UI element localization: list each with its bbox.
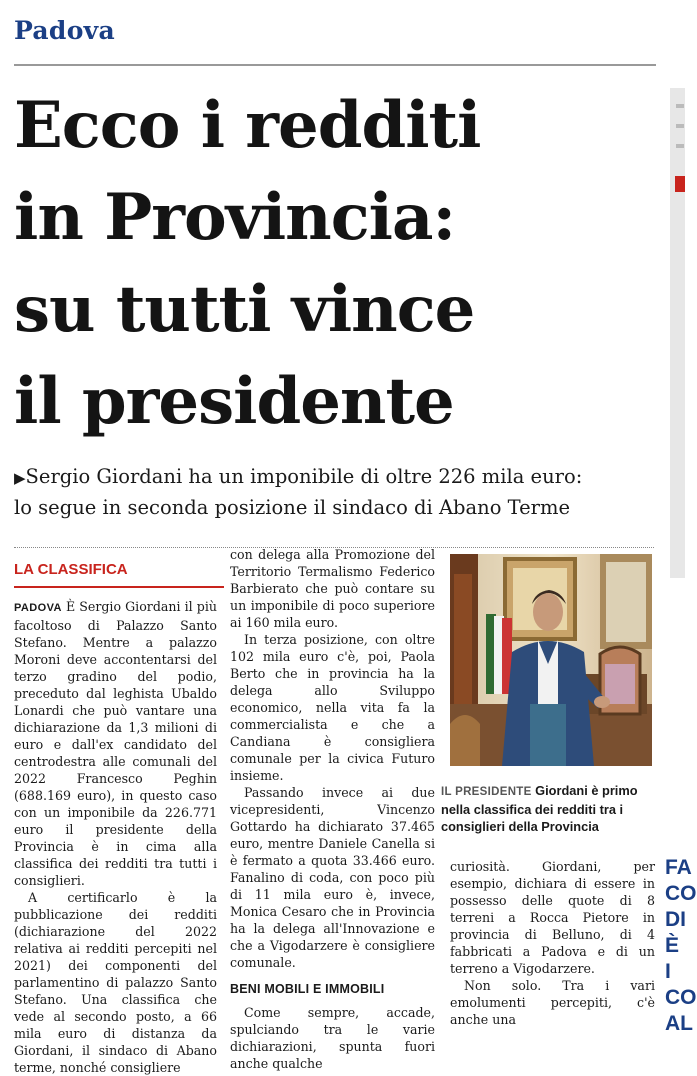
- paragraph: curiosità. Giordani, per esempio, dichiara di essere in possesso delle quote di 8 terreni a Rocca Pietore in provincia di Belluno, di 4 fabbricati a Padova e di un terreno a Vigodarzere.: [450, 859, 655, 976]
- paragraph: [14, 598, 217, 889]
- photo-illustration: [450, 554, 652, 766]
- adjacent-headline-fragment: [665, 855, 697, 1037]
- subheadline-line-2: lo segue in seconda posizione il sindaco di Abano Terme: [14, 496, 571, 519]
- article-column-2: [230, 546, 435, 1072]
- paragraph: Non solo. Tra i vari emolumenti percepiti, c'è anche una: [450, 978, 655, 1027]
- fragment-line: CO: [665, 986, 697, 1009]
- adjacent-article-strip: [670, 88, 685, 578]
- adjacent-text-fragment: [676, 144, 684, 148]
- adjacent-text-fragment: [676, 124, 684, 128]
- kicker-rule: [14, 586, 224, 588]
- fragment-line: È I: [665, 934, 680, 983]
- subheadline-line-1: Sergio Giordani ha un imponibile di oltre 226 mila euro:: [25, 465, 583, 488]
- fragment-line: FA: [665, 856, 692, 879]
- headline-line-4: il presidente: [14, 364, 454, 439]
- caption-text: Giordani è primo nella classifica dei redditi tra i consiglieri della Provincia: [441, 783, 638, 834]
- headline-line-3: su tutti vince: [14, 272, 475, 347]
- president-photo: [450, 554, 652, 766]
- triangle-marker-icon: ▶: [14, 469, 26, 487]
- paragraph-text: È Sergio Giordani il più facoltoso di Palazzo Santo Stefano. Mentre a palazzo Moroni deve accontentarsi del terzo gradino del podio, preceduto dal leghista Ubaldo Lonardi che può vantare una dichiarazione da 1,3 milioni di euro e dall'ex candidato del centrodestra alle comunali del 2022 Francesco Peghin (688.169 euro), in questo caso con un imponibile da 226.771 euro il presidente della Provincia è in cima alla classifica dei redditi tra tutti i consiglieri.: [14, 599, 217, 888]
- caption-label: IL PRESIDENTE: [441, 786, 532, 798]
- kicker-label: LA CLASSIFICA: [14, 561, 128, 578]
- subheadline: [14, 462, 664, 523]
- paragraph: In terza posizione, con oltre 102 mila euro c'è, poi, Paola Berto che in provincia ha la delega allo Sviluppo economico, nella vita fa la commercialista e che a Candiana è consigliera comunale per la civica Futuro insieme.: [230, 632, 435, 783]
- photo-caption: [441, 782, 656, 835]
- article-column-3: [450, 858, 655, 1028]
- section-rule: [14, 64, 656, 66]
- paragraph: Passando invece ai due vicepresidenti, Vincenzo Gottardo ha dichiarato 37.465 euro, mentre Daniele Canella si è fermato a quota 33.466 euro. Fanalino di coda, con poco più di 11 mila euro è, invece, Monica Cesaro che in Provincia ha la delega all'Innovazione e che a Vigodarzere è consigliere comunale.: [230, 785, 435, 970]
- headline-line-1: Ecco i redditi: [14, 88, 481, 163]
- headline-line-2: in Provincia:: [14, 180, 456, 255]
- article-column-1: [14, 561, 217, 1076]
- paragraph: con delega alla Promozione del Territorio Termalismo Federico Barbierato che può contare su un imponibile di poco superiore ai 160 mila euro.: [230, 547, 435, 630]
- paragraph: A certificarlo è la pubblicazione dei redditi (dichiarazione del 2022 relativa ai redditi percepiti nel 2021) dei componenti del parlamentino di palazzo Santo Stefano. Una classifica che vede al secondo posto, a 66 mila euro di distanza da Giordani, il sindaco di Abano terme, nonché consigliere: [14, 890, 217, 1075]
- headline: [14, 80, 664, 448]
- paragraph: Come sempre, accade, spulciando tra le varie dichiarazioni, spunta fuori anche qualche: [230, 1005, 435, 1071]
- adjacent-text-fragment: [676, 104, 684, 108]
- section-title: Padova: [14, 16, 116, 45]
- fragment-line: DI: [665, 908, 686, 931]
- fragment-line: AL: [665, 1012, 693, 1035]
- dateline: PADOVA: [14, 602, 62, 614]
- adjacent-red-block: [675, 176, 685, 192]
- section-subtitle: BENI MOBILI E IMMOBILI: [230, 982, 385, 996]
- fragment-line: CO: [665, 882, 697, 905]
